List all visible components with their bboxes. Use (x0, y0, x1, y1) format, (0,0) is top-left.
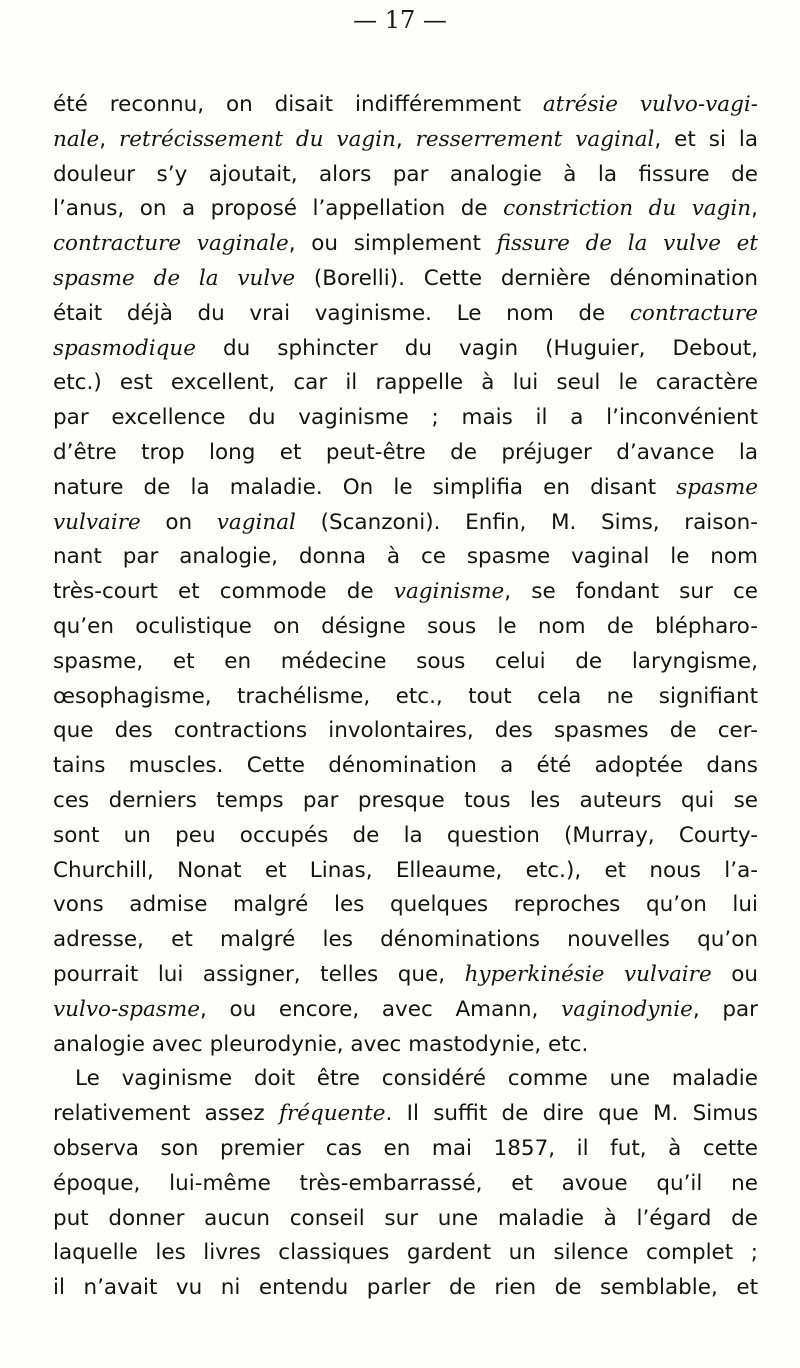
text-line (53, 680, 758, 715)
text-run: vons admise malgré les quelques reproches qu’on lui (53, 892, 758, 918)
text-run: adresse, et malgré les dénominations nouvelles qu’on (53, 927, 758, 953)
text-run: , par (692, 996, 758, 1022)
text-run: etc.) est excellent, car il rappelle à lui seul le caractère (53, 370, 758, 396)
body-text (53, 88, 758, 1306)
text-run: , ou encore, avec Amann, (199, 996, 562, 1022)
text-run: douleur s’y ajoutait, alors par analogie à la fissure de (53, 161, 758, 187)
text-run: d’être trop long et peut-être de préjuger d’avance la (53, 439, 758, 465)
text-line (53, 888, 758, 923)
italic-term: spasmodique (53, 335, 196, 361)
italic-term: vaginodynie (561, 996, 693, 1022)
text-run: du sphincter du vagin (Huguier, Debout, (195, 335, 758, 361)
italic-term: vaginisme (393, 579, 505, 605)
italic-term: resserrement vaginal (415, 126, 655, 152)
text-run: , se fondant sur ce (504, 579, 758, 605)
text-line (53, 1062, 758, 1097)
text-line (53, 993, 758, 1028)
text-run: époque, lui-même très-embarrassé, et avoue qu’il ne (53, 1170, 758, 1196)
text-line (53, 332, 758, 367)
text-line (53, 923, 758, 958)
text-run: que des contractions involontaires, des spasmes de cer- (53, 718, 758, 744)
text-run: Le vaginisme doit être considéré comme une maladie (75, 1066, 758, 1092)
italic-term: constriction du vagin (503, 196, 752, 222)
text-run: œsophagisme, trachélisme, etc., tout cela ne signifiant (53, 683, 758, 709)
text-line (53, 1271, 758, 1306)
italic-term: nale (53, 126, 100, 152)
text-line (53, 540, 758, 575)
text-run: , ou simplement (288, 231, 497, 257)
text-run: , et si la (654, 126, 758, 152)
text-run: , (99, 126, 120, 152)
text-line (53, 610, 758, 645)
italic-term: hyperkinésie vulvaire (464, 961, 712, 987)
text-line (53, 227, 758, 262)
text-line (53, 1202, 758, 1237)
text-run: , (395, 126, 416, 152)
italic-term: vulvaire (53, 509, 141, 535)
italic-term: contracture vaginale (53, 231, 289, 257)
text-line (53, 1097, 758, 1132)
text-run: l’anus, on a proposé l’appellation de (53, 196, 504, 222)
text-line (53, 575, 758, 610)
text-run: laquelle les livres classiques gardent un silence complet ; (53, 1240, 758, 1266)
text-run: nant par analogie, donna à ce spasme vaginal le nom (53, 544, 758, 570)
italic-term: vaginal (216, 509, 296, 535)
page-number: — 17 — (353, 6, 447, 34)
text-run: été reconnu, on disait indifféremment (53, 92, 543, 117)
text-line (53, 819, 758, 854)
italic-term: vulvo-spasme (53, 996, 200, 1022)
text-run: Churchill, Nonat et Linas, Elleaume, etc.), et nous l’a- (53, 857, 758, 883)
text-run: très-court et commode de (53, 579, 394, 605)
italic-term: fissure de la vulve et (496, 231, 758, 257)
text-line (53, 784, 758, 819)
text-line (53, 262, 758, 297)
text-line (53, 1132, 758, 1167)
text-run: observa son premier cas en mai 1857, il fut, à cette (53, 1135, 758, 1161)
text-run: nature de la maladie. On le simplifia en disant (53, 474, 677, 500)
text-line (53, 297, 758, 332)
text-line (53, 88, 758, 123)
italic-term: contracture (629, 300, 758, 326)
text-line (53, 1236, 758, 1271)
text-run: ces derniers temps par presque tous les auteurs qui se (53, 787, 758, 813)
text-run: (Scanzoni). Enfin, M. Sims, raison- (295, 509, 758, 535)
text-run: . Il suffit de dire que M. Simus (385, 1101, 758, 1127)
text-run: par excellence du vaginisme ; mais il a l’inconvénient (53, 405, 758, 431)
text-run: tains muscles. Cette dénomination a été adoptée dans (53, 753, 758, 779)
text-line (53, 192, 758, 227)
text-line (53, 366, 758, 401)
italic-term: atrésie vulvo-vagi- (542, 92, 758, 117)
text-line (53, 471, 758, 506)
text-run: on (140, 509, 217, 535)
italic-term: spasme (676, 474, 758, 500)
text-run: pourrait lui assigner, telles que, (53, 961, 465, 987)
text-line (53, 749, 758, 784)
text-run: sont un peu occupés de la question (Murray, Courty- (53, 822, 758, 848)
text-run: , (751, 196, 758, 222)
text-line (53, 854, 758, 889)
text-line (53, 158, 758, 193)
text-line (53, 123, 758, 158)
italic-term: retrécissement du vagin (119, 126, 396, 152)
text-run: spasme, et en médecine sous celui de laryngisme, (53, 648, 758, 674)
italic-term: spasme de la vulve (53, 265, 296, 291)
text-run: (Borelli). Cette dernière dénomination (295, 265, 759, 291)
text-run: put donner aucun conseil sur une maladie à l’égard de (53, 1205, 758, 1231)
text-run: relativement assez (53, 1101, 279, 1127)
italic-term: fréquente (278, 1101, 386, 1127)
text-line (53, 958, 758, 993)
text-line (53, 1167, 758, 1202)
text-line (53, 436, 758, 471)
text-line (53, 506, 758, 541)
text-line (53, 401, 758, 436)
text-run: analogie avec pleurodynie, avec mastodynie, etc. (53, 1031, 589, 1057)
text-run: était déjà du vrai vaginisme. Le nom de (53, 300, 630, 326)
text-line (53, 645, 758, 680)
text-line (53, 1028, 758, 1063)
text-run: il n’avait vu ni entendu parler de rien de semblable, et (53, 1275, 758, 1301)
text-line (53, 714, 758, 749)
text-run: qu’en oculistique on désigne sous le nom de blépharo- (53, 613, 758, 639)
text-run: ou (711, 961, 758, 987)
